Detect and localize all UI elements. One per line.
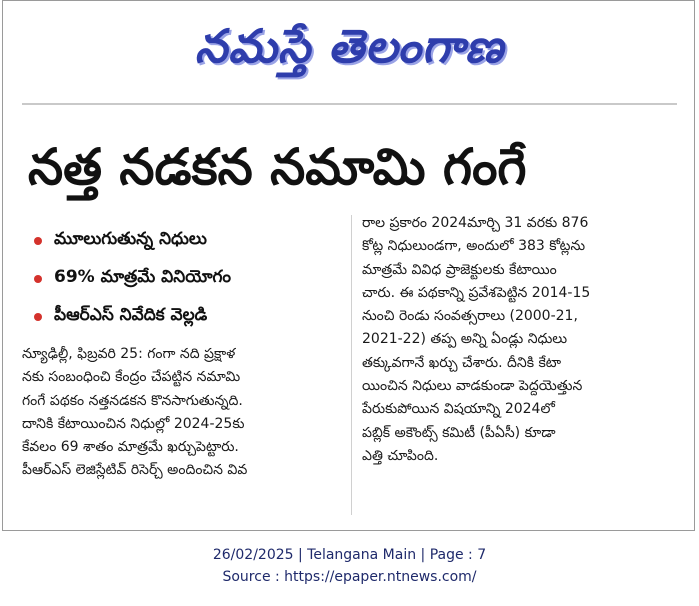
body-line: 2021-22) తప్ప అన్ని ఏండ్లు నిధులు [362, 331, 568, 348]
body-line: ఎత్తి చూపింది. [362, 447, 439, 464]
body-line: న్యూఢిల్లీ, ఫిబ్రవరి 25: గంగా నది ప్రక్షాళ [22, 346, 236, 362]
body-line: తక్కువగానే ఖర్చు చేశారు. దీనికి కేటా [362, 354, 562, 371]
highlight-bullets [30, 222, 350, 336]
body-line: పేరుకుపోయిన విషయాన్ని 2024లో [362, 401, 555, 418]
bullet-dot-icon [34, 313, 42, 321]
column-divider [351, 215, 352, 515]
body-line: చారు. ఈ పథకాన్ని ప్రవేశపెట్టిన 2014-15 [362, 284, 591, 301]
body-line: రాల ప్రకారం 2024మార్చి 31 వరకు 876 [362, 215, 589, 231]
bullet-text: 69% మాత్రమే వినియోగం [54, 267, 232, 287]
article-body-left-column [22, 343, 340, 483]
bullet-text: మూలుగుతున్న నిధులు [54, 229, 207, 249]
bullet-dot-icon [34, 237, 42, 245]
body-line: పీఆర్‌ఎస్ లెజిస్లేటివ్ రిసెర్చ్ అందించిన వివ [22, 462, 248, 479]
article-headline: నత్త నడకన నమామి గంగే [28, 138, 527, 196]
body-line: గంగే పథకం నత్తనడకన కొనసాగుతున్నది. [22, 392, 243, 409]
clipping-date-info: 26/02/2025 | Telangana Main | Page : 7 [212, 547, 487, 563]
body-line: మాత్రమే వివిధ ప్రాజెక్టులకు కేటాయిం [362, 261, 557, 278]
bullet-text: పీఆర్‌ఎస్ నివేదిక వెల్లడి [54, 305, 208, 325]
bullet-item [30, 298, 350, 336]
body-line: యించిన నిధులు వాడకుండా పెద్దయెత్తున [362, 378, 583, 395]
body-line: కోట్ల నిధులుండగా, అందులో 383 కోట్లను [362, 238, 586, 255]
bullet-dot-icon [34, 275, 42, 283]
body-line: కేవలం 69 శాతం మాత్రమే ఖర్చుపెట్టారు. [22, 439, 239, 456]
bullet-item [30, 222, 350, 260]
masthead-logo-text: నమస్తే తెలంగాణ [194, 19, 505, 73]
body-line: నుంచి రెండు సంవత్సరాలు (2000-21, [362, 308, 578, 325]
clipping-source-link[interactable]: Source : https://epaper.ntnews.com/ [222, 569, 477, 585]
masthead-divider [22, 103, 677, 105]
bullet-item [30, 260, 350, 298]
body-line: పబ్లిక్ అకౌంట్స్ కమిటీ (పీఏసీ) కూడా [362, 424, 556, 441]
body-line: నకు సంబంధించి కేంద్రం చేపట్టిన నమామి [22, 369, 241, 386]
newspaper-masthead [0, 6, 699, 86]
body-line: దానికి కేటాయించిన నిధుల్లో 2024-25కు [22, 415, 245, 432]
article-body-right-column [362, 212, 680, 468]
